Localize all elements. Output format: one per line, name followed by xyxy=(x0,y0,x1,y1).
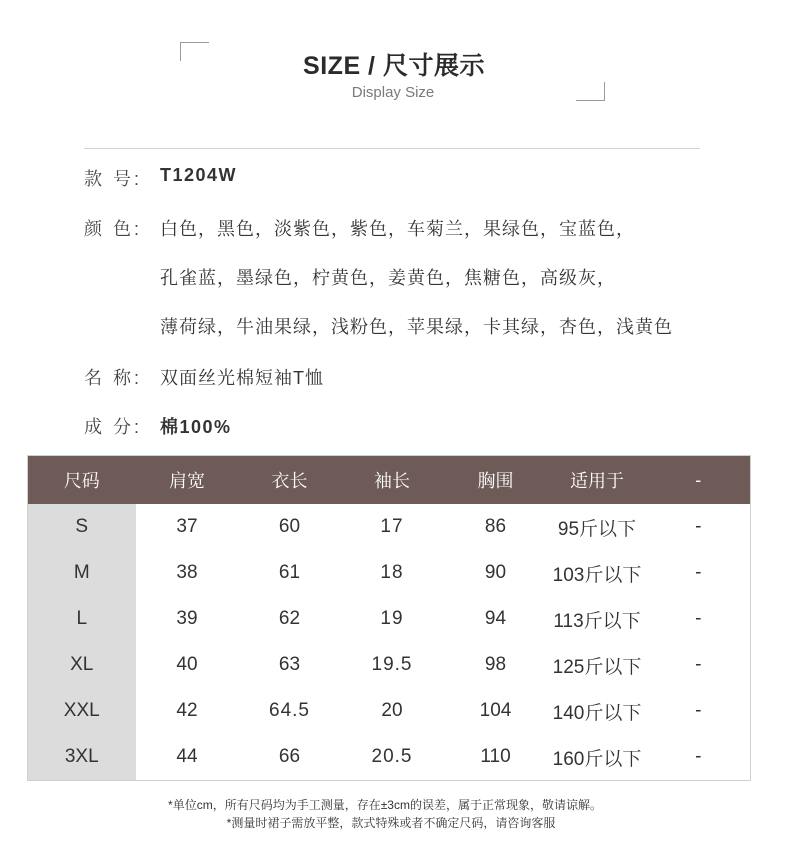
table-row xyxy=(28,504,751,550)
colors-line-1: 白色，黑色，淡紫色，紫色，车菊兰，果绿色，宝蓝色， xyxy=(160,219,635,239)
style-no-label: 款 号: xyxy=(84,169,143,189)
style-no-value: T1204W xyxy=(160,165,238,185)
table-row xyxy=(28,734,751,781)
shoulder-cell: 42 xyxy=(176,700,198,721)
length-cell: 63 xyxy=(278,654,301,675)
sleeve-cell: 17 xyxy=(380,516,404,537)
length-cell: 66 xyxy=(278,746,301,767)
shoulder-cell: 44 xyxy=(176,746,198,767)
sleeve-cell: 19 xyxy=(380,608,404,629)
header-extra: - xyxy=(647,456,751,505)
header-shoulder: 肩宽 xyxy=(136,456,239,505)
size-cell: XXL xyxy=(28,688,136,734)
length-cell: 60 xyxy=(278,516,301,537)
header-chest: 胸围 xyxy=(444,456,548,505)
table-row xyxy=(28,596,751,642)
chest-cell: 86 xyxy=(484,516,507,537)
colors-label: 颜 色: xyxy=(84,219,143,239)
chest-cell: 98 xyxy=(484,654,507,675)
chest-cell: 90 xyxy=(484,562,507,583)
sleeve-cell: 20 xyxy=(381,700,403,721)
header-size: 尺码 xyxy=(28,456,136,505)
size-cell: XL xyxy=(28,642,136,688)
colors-line-2: 孔雀蓝，墨绿色，柠黄色，姜黄色，焦糖色，高级灰， xyxy=(160,268,616,288)
size-table-header xyxy=(28,456,751,505)
size-cell: S xyxy=(28,504,136,550)
extra-cell: - xyxy=(695,654,702,675)
fit-cell: 103斤以下 xyxy=(552,564,642,586)
name-label: 名 称: xyxy=(84,368,143,388)
shoulder-cell: 39 xyxy=(176,608,198,629)
fit-cell: 125斤以下 xyxy=(552,656,642,678)
page-subtitle: Display Size xyxy=(351,84,435,101)
composition-label: 成 分: xyxy=(84,417,143,437)
chest-cell: 104 xyxy=(479,700,512,721)
table-row xyxy=(28,688,751,734)
extra-cell: - xyxy=(695,562,702,583)
length-cell: 62 xyxy=(278,608,301,629)
chest-cell: 110 xyxy=(480,746,511,767)
header-fit: 适用于 xyxy=(548,456,647,505)
shoulder-cell: 40 xyxy=(176,654,198,675)
size-cell: M xyxy=(28,550,136,596)
extra-cell: - xyxy=(695,516,702,537)
extra-cell: - xyxy=(695,700,702,721)
note-line-1: *单位cm，所有尺码均为手工测量，存在±3cm的误差，属于正常现象，敬请谅解。 xyxy=(168,798,602,812)
fit-cell: 160斤以下 xyxy=(552,748,642,770)
fit-cell: 140斤以下 xyxy=(552,702,642,724)
sleeve-cell: 20.5 xyxy=(371,746,413,767)
fit-cell: 113斤以下 xyxy=(553,610,641,632)
extra-cell: - xyxy=(695,608,702,629)
chest-cell: 94 xyxy=(484,608,507,629)
note-line-2: *测量时裙子需放平整，款式特殊或者不确定尺码，请咨询客服 xyxy=(226,816,556,830)
composition-value: 棉100% xyxy=(160,417,232,437)
name-value: 双面丝光棉短袖T恤 xyxy=(160,368,324,388)
sleeve-cell: 18 xyxy=(380,562,404,583)
length-cell: 61 xyxy=(278,562,301,583)
size-cell: 3XL xyxy=(28,734,136,781)
divider xyxy=(84,148,700,149)
header-length: 衣长 xyxy=(239,456,341,505)
length-cell: 64.5 xyxy=(269,700,310,721)
page-title: SIZE / 尺寸展示 xyxy=(303,52,485,80)
colors-line-3: 薄荷绿，牛油果绿，浅粉色，苹果绿，卡其绿，杏色，浅黄色 xyxy=(160,317,673,337)
header-sleeve: 袖长 xyxy=(341,456,444,505)
shoulder-cell: 38 xyxy=(176,562,198,583)
sleeve-cell: 19.5 xyxy=(371,654,413,675)
size-cell: L xyxy=(28,596,136,642)
shoulder-cell: 37 xyxy=(176,516,198,537)
size-table xyxy=(27,455,751,781)
extra-cell: - xyxy=(695,746,702,767)
table-row xyxy=(28,550,751,596)
fit-cell: 95斤以下 xyxy=(557,518,637,540)
table-row xyxy=(28,642,751,688)
